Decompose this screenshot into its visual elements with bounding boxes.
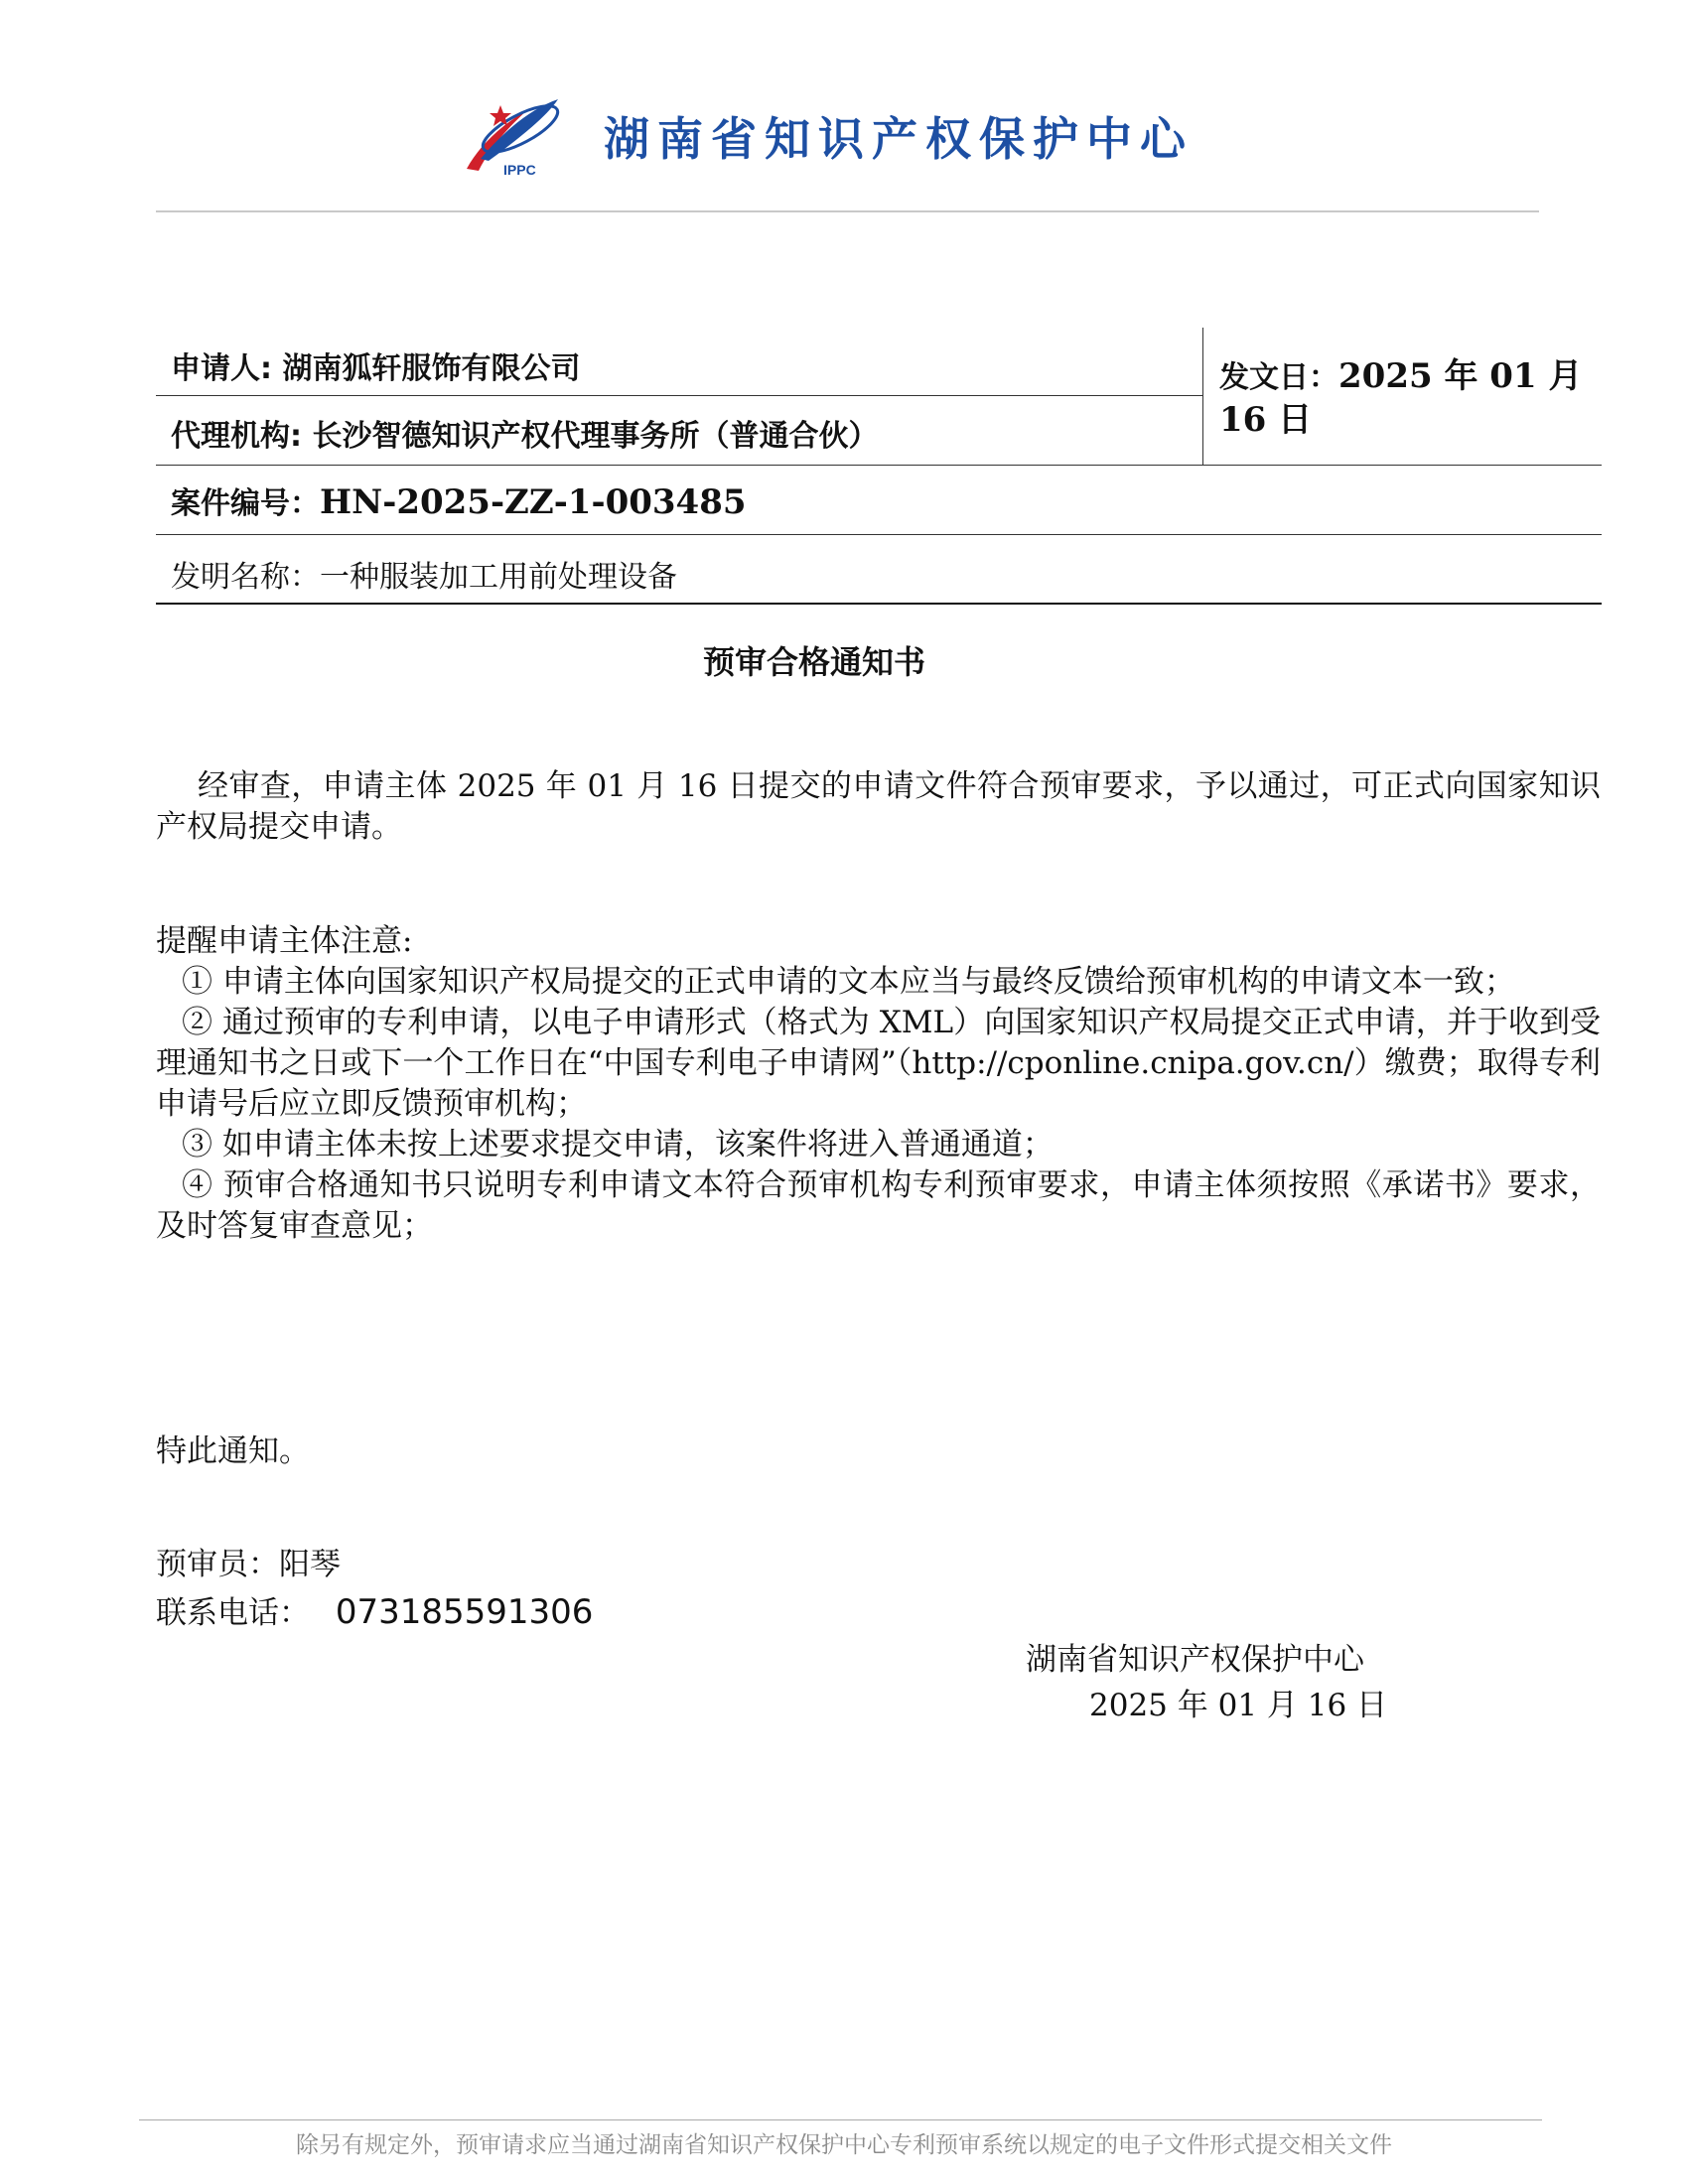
footer-note: 除另有规定外，预审请求应当通过湖南省知识产权保护中心专利预审系统以规定的电子文件形式提交相关文件 [296, 2132, 1392, 2158]
phone-line [156, 1592, 593, 1634]
invention-label: 发明名称： [171, 560, 320, 595]
table-bottom-line [156, 603, 1602, 605]
invention-row [171, 552, 677, 596]
invention-value: 一种服装加工用前处理设备 [320, 560, 677, 595]
reminder-note-1: ① 申请主体向国家知识产权局提交的正式申请的文本应当与最终反馈给预审机构的申请文本一致； [182, 964, 1515, 1000]
examiner-label: 预审员： [156, 1547, 279, 1582]
header-divider [156, 210, 1539, 212]
issue-date-value: 2025 年 01 月 16 日 [1219, 356, 1583, 440]
reminder-note-2: ② 通过预审的专利申请，以电子申请形式（格式为 XML）向国家知识产权局提交正式申请，并于收到受理通知书之日或下一个工作日在“中国专利电子申请网”（http://cponline.cnipa.gov.cn/）缴费；取得专利申请号后应立即反馈预审机构； [156, 1005, 1601, 1122]
phone-label: 联系电话： [156, 1595, 310, 1631]
table-line [156, 534, 1602, 535]
table-line [156, 395, 1202, 396]
closing-text: 特此通知。 [156, 1433, 310, 1469]
table-line [156, 465, 1602, 466]
agency-value: 长沙智德知识产权代理事务所（普通合伙） [312, 419, 879, 454]
table-vertical-divider [1202, 328, 1203, 465]
reminder-note-3: ③ 如申请主体未按上述要求提交申请，该案件将进入普通通道； [182, 1127, 1054, 1162]
issue-date [1219, 355, 1597, 443]
reminder-note-4: ④ 预审合格通知书只说明专利申请文本符合预审机构专利预审要求，申请主体须按照《承诺书》要求，及时答复审查意见； [156, 1167, 1601, 1244]
ippc-logo [459, 87, 568, 179]
case-number-row [171, 478, 747, 522]
phone-value: 073185591306 [335, 1592, 594, 1632]
org-title: 湖南省知识产权保护中心 [604, 112, 1194, 166]
agency-row [171, 411, 878, 455]
case-number-label: 案件编号： [171, 486, 320, 521]
agency-label: 代理机构: [171, 419, 302, 454]
signature-date: 2025 年 01 月 16 日 [1089, 1688, 1388, 1723]
case-number-value: HN-2025-ZZ-1-003485 [320, 482, 747, 522]
reminder-heading: 提醒申请主体注意: [156, 923, 413, 959]
applicant-row [171, 343, 580, 387]
applicant-value: 湖南狐轩服饰有限公司 [282, 351, 581, 386]
signature-org: 湖南省知识产权保护中心 [1026, 1642, 1364, 1678]
examiner-line [156, 1545, 341, 1585]
footer-divider [139, 2119, 1542, 2120]
body-paragraph: 经审查，申请主体 2025 年 01 月 16 日提交的申请文件符合预审要求，予以通过，可正式向国家知识产权局提交申请。 [156, 768, 1601, 845]
examiner-name: 阳琴 [279, 1547, 341, 1582]
issue-date-label: 发文日： [1219, 360, 1338, 395]
applicant-label: 申请人: [171, 351, 272, 386]
document-title: 预审合格通知书 [702, 643, 925, 681]
logo-text: IPPC [503, 162, 536, 178]
